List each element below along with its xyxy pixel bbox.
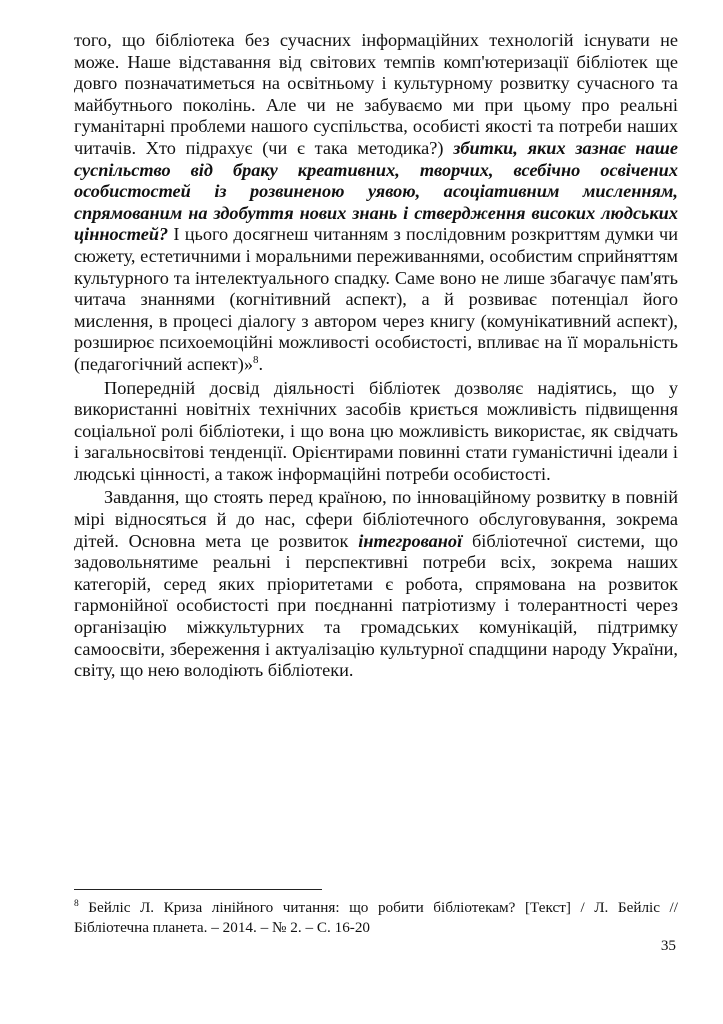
paragraph-2 xyxy=(74,378,678,486)
text-segment: І цього досягнеш читанням з послідовним розкриттям думки чи сюжету, естетичними і моральними переживаннями, особистим сприйняттям культурного та інтелектуального спадку. Саме воно не лише збагачує пам'ять читача знаннями (когнітивний аспект), а й розвиває потенціал його мислення, в процесі діалогу з автором через книгу (комунікативний аспект), розширює психоемоційні можливості особистості, впливає на її моральність (педагогічний аспект)» xyxy=(74,224,678,374)
emphasized-text: збитки, яких зазнає наше суспільство від браку креативних, творчих, всебічно освічених особистостей із розвиненою уявою, асоціативним мисленням, спрямованим на здобуття нових знань і ствердження високих людських цінностей? xyxy=(74,137,678,245)
footnote-separator xyxy=(74,889,322,890)
text-segment: . xyxy=(258,353,264,374)
page-number: 35 xyxy=(660,937,676,954)
footnote-marker: 8 xyxy=(74,898,79,909)
text-segment: того, що бібліотека без сучасних інформаційних технологій існувати не може. Наше відставання від світових темпів комп'ютеризації бібліотек ще довго позначатиметься на освітньому і культурному розвитку сучасного та майбутнього поколінь. Але чи не забуваємо ми при цьому про реальні гуманітарні проблеми нашого суспільства, особисті якості та потреби наших читачів. Хто підрахує (чи є така методика?) xyxy=(74,30,678,158)
text-segment: Завдання, що стоять перед країною, по інноваційному розвитку в повній мірі відносяться й до нас, сфери бібліотечного обслуговування, зокрема дітей. Основна мета це розвиток xyxy=(74,487,678,551)
emphasized-text: інтегрованої xyxy=(358,530,463,551)
body-text xyxy=(74,30,678,682)
paragraph-3 xyxy=(74,487,678,681)
footnote-reference: 8 xyxy=(253,353,259,366)
footnote-text: Бейліс Л. Криза лінійного читання: що робити бібліотекам? [Текст] / Л. Бейліс // Бібліотечна планета. – 2014. – № 2. – С. 16-20 xyxy=(74,899,678,936)
paragraph-1 xyxy=(74,30,678,376)
text-segment: бібліотечної системи, що задовольнятиме реальні і перспективні потреби всіх, зокрема наших категорій, серед яких пріоритетами є робота, спрямована на розвиток гармонійної особистості при поєднанні патріотизму і толерантності через організацію міжкультурних та громадських комунікацій, підтримку самоосвіти, збереження і актуалізацію культурної спадщини народу України, світу, що нею володіють бібліотеки. xyxy=(74,530,679,681)
text-segment: Попередній досвід діяльності бібліотек дозволяє надіятись, що у використанні новітніх технічних засобів криється можливість підвищення соціальної ролі бібліотеки, і що вона цю можливість використає, як свідчать і загальносвітові тенденції. Орієнтирами повинні стати гуманістичні ідеали і людські цінності, а також інформаційні потреби особистості. xyxy=(74,377,678,484)
footnote xyxy=(74,898,678,937)
